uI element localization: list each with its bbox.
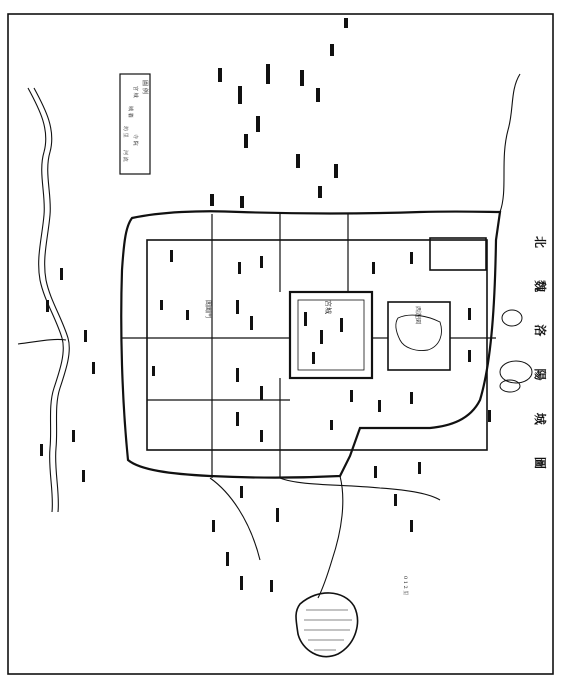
legend-row: 宮 城 bbox=[132, 86, 138, 98]
legend-row: 城 牆 bbox=[127, 106, 133, 118]
legend-row: 河 流 bbox=[122, 150, 128, 162]
legend-row: 寺 院 bbox=[132, 134, 138, 146]
river-west bbox=[18, 88, 69, 512]
city-avenues bbox=[122, 214, 496, 478]
east-park-label: 西遊園 bbox=[414, 306, 421, 325]
river-northeast bbox=[500, 74, 520, 212]
palace-label: 宮城 bbox=[324, 300, 332, 314]
legend bbox=[120, 74, 150, 174]
lake-hatching bbox=[304, 610, 352, 650]
eastern-ponds bbox=[500, 310, 532, 392]
northeast-enclosure bbox=[430, 238, 486, 270]
legend-row: 坊 里 bbox=[122, 126, 128, 138]
southern-lake bbox=[296, 593, 357, 657]
place-name-marks bbox=[40, 18, 491, 592]
map-frame bbox=[8, 14, 553, 674]
legend-title: 圖 例 bbox=[141, 80, 148, 94]
scale-bar-label: 0 1 2 里 bbox=[402, 576, 408, 596]
outer-city-wall bbox=[121, 211, 500, 477]
south-gate-label: 閶闔門 bbox=[204, 300, 211, 319]
map-title: 北 魏 洛 陽 城 圖 bbox=[533, 236, 547, 483]
